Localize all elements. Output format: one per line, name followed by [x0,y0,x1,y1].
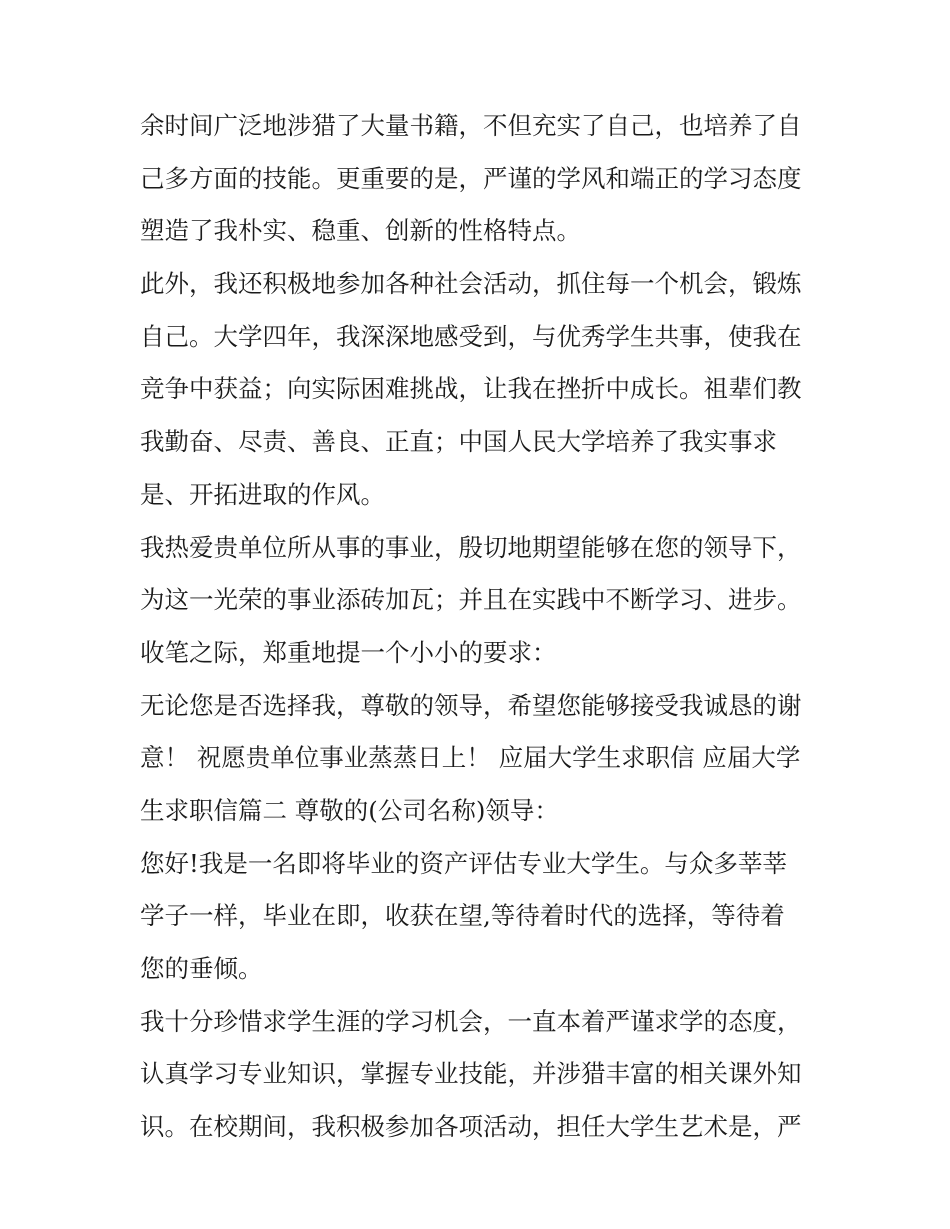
text-line: 您好!我是一名即将毕业的资产评估专业大学生。与众多莘莘 [140,848,787,878]
text-line: 自己。大学四年，我深深地感受到，与优秀学生共事，使我在 [140,321,802,351]
text-line: 学子一样，毕业在即，收获在望,等待着时代的选择，等待着 [140,901,785,931]
text-line: 意！ 祝愿贵单位事业蒸蒸日上！ 应届大学生求职信 应届大学 [140,743,801,773]
text-line: 我勤奋、尽责、善良、正直；中国人民大学培养了我实事求 [140,427,777,457]
text-line: 我热爱贵单位所从事的事业，殷切地期望能够在您的领导下， [140,532,802,562]
text-line: 您的垂倾。 [140,954,263,983]
text-line: 识。在校期间，我积极参加各项活动，担任大学生艺术是，严 [140,1112,802,1142]
text-line: 生求职信篇二 尊敬的(公司名称)领导： [140,795,559,825]
text-line: 己多方面的技能。更重要的是，严谨的学风和端正的学习态度 [140,163,802,193]
text-line: 为这一光荣的事业添砖加瓦；并且在实践中不断学习、进步。 [140,585,802,615]
document-body [140,100,820,1154]
text-line: 竞争中获益；向实际困难挑战，让我在挫折中成长。祖辈们教 [140,374,802,404]
text-line: 我十分珍惜求学生涯的学习机会，一直本着严谨求学的态度， [140,1006,802,1036]
text-line: 余时间广泛地涉猎了大量书籍，不但充实了自己，也培养了自 [140,111,802,140]
text-line: 此外，我还积极地参加各种社会活动，抓住每一个机会，锻炼 [140,269,802,299]
text-line: 塑造了我朴实、稳重、创新的性格特点。 [140,216,581,246]
text-line: 认真学习专业知识，掌握专业技能，并涉猎丰富的相关课外知 [140,1059,802,1089]
text-line: 无论您是否选择我，尊敬的领导，希望您能够接受我诚恳的谢 [140,690,802,720]
text-line: 收笔之际，郑重地提一个小小的要求： [140,637,557,667]
text-line: 是、开拓进取的作风。 [140,479,385,509]
